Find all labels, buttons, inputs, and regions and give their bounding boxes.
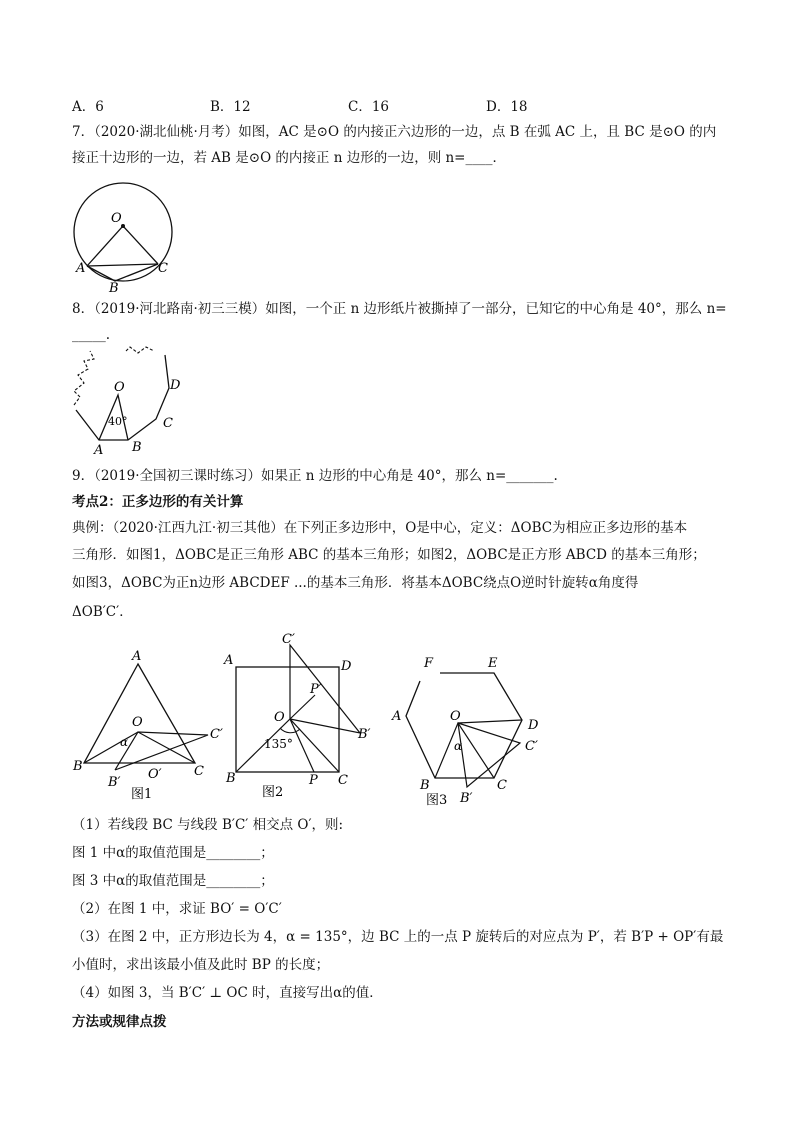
fig2-label-c2: C′	[282, 632, 295, 647]
fig2-line-op	[290, 719, 314, 772]
fig2-angle-arc	[280, 728, 300, 733]
q8-label-b: B	[132, 440, 142, 455]
question-4: （4）如图 3，当 B′C′ ⊥ OC 时，直接写出α的值．	[72, 985, 383, 1001]
fig2-caption: 图2	[262, 785, 284, 800]
q8-label-c: C	[163, 416, 173, 431]
fig1-label-c: C	[194, 764, 204, 779]
q7-label-a: A	[76, 261, 86, 276]
fig3-label-c2: C′	[525, 739, 538, 754]
footer-title: 方法或规律点拨	[72, 1014, 167, 1030]
q7-label-c: C	[158, 261, 168, 276]
q8-label-angle: 40°	[108, 415, 128, 428]
q8-torn-edge-2	[126, 347, 154, 353]
example-line4: ΔOB′C′．	[72, 604, 133, 620]
fig3-label-alpha: α	[454, 739, 463, 753]
fig2-label-c: C	[338, 773, 348, 788]
question-1b: 图 3 中α的取值范围是________；	[72, 873, 274, 889]
fig2-label-o: O	[274, 710, 285, 725]
option-b: B．12	[210, 99, 251, 115]
fig2-label-b: B	[226, 771, 236, 786]
fig3-line-od	[458, 720, 522, 723]
fig2-label-a: A	[224, 653, 234, 668]
fig1-triangle-abc	[84, 664, 195, 763]
q9-line1: 9．（2019·全国初三课时练习）如果正 n 边形的中心角是 40°，那么 n=_______.	[72, 468, 558, 484]
fig3-label-e: E	[488, 656, 498, 671]
fig1-base-triangle	[84, 732, 195, 763]
fig1-caption: 图1	[131, 787, 153, 802]
fig3-label-o: O	[450, 709, 461, 724]
fig2-label-d: D	[341, 659, 352, 674]
figure-3	[388, 648, 558, 808]
example-line2: 三角形．如图1，ΔOBC是正三角形 ABC 的基本三角形；如图2，ΔOBC是正方形 ABCD 的基本三角形；	[72, 547, 706, 563]
q7-circle-figure	[66, 180, 186, 295]
example-line3: 如图3，ΔOBC为正n边形 ABCDEF ...的基本三角形．将基本ΔOBC绕点O逆时针旋转α角度得	[72, 575, 639, 591]
fig1-label-alpha: α	[120, 735, 129, 749]
question-2: （2）在图 1 中，求证 BO′ = O′C′	[72, 901, 282, 917]
q7-label-o: O	[111, 211, 122, 226]
q8-label-a: A	[94, 443, 104, 458]
fig1-label-c2: C′	[210, 727, 223, 742]
fig3-label-f: F	[424, 656, 434, 671]
fig1-label-a: A	[132, 649, 142, 664]
q7-label-b: B	[109, 281, 119, 295]
fig3-label-a: A	[392, 709, 402, 724]
fig3-label-b: B	[420, 778, 430, 793]
q8-label-o: O	[114, 380, 125, 395]
option-d: D．18	[486, 99, 528, 115]
q7-chord-ac	[87, 264, 158, 266]
q8-torn-edge	[74, 351, 94, 405]
figure-2	[220, 630, 390, 805]
question-3b: 小值时，求出该最小值及此时 BP 的长度；	[72, 957, 330, 973]
fig3-label-b2: B′	[460, 791, 473, 806]
question-3a: （3）在图 2 中，正方形边长为 4，α = 135°，边 BC 上的一点 P 旋转后的对应点为 P′，若 B′P + OP′有最	[72, 929, 724, 945]
section-title: 考点2：正多边形的有关计算	[72, 494, 244, 510]
question-1a: 图 1 中α的取值范围是________；	[72, 845, 274, 861]
fig2-label-b2: B′	[358, 727, 371, 742]
q7-line2: 接正十边形的一边，若 AB 是⊙O 的内接正 n 边形的一边，则 n=____．	[72, 150, 506, 166]
fig3-torn-gap	[428, 673, 440, 688]
q7-line1: 7．（2020·湖北仙桃·月考）如图，AC 是⊙O 的内接正六边形的一边，点 B 在弧 AC 上，且 BC 是⊙O 的内	[72, 124, 717, 140]
fig3-label-d: D	[528, 718, 539, 733]
option-a: A．6	[72, 99, 104, 115]
fig3-caption: 图3	[426, 793, 448, 808]
q8-label-d: D	[170, 378, 181, 393]
q8-line1: 8．（2019·河北路南·初三三模）如图，一个正 n 边形纸片被撕掉了一部分，已知它的中心角是 40°，那么 n=	[72, 301, 727, 317]
fig1-label-b2: B′	[108, 775, 121, 790]
fig1-label-b: B	[73, 759, 83, 774]
fig2-label-angle: 135°	[264, 737, 293, 751]
q7-triangle	[87, 226, 158, 266]
q8-torn-polygon-figure	[66, 345, 196, 460]
fig1-label-o2: O′	[148, 767, 162, 782]
fig2-line-op2	[290, 695, 315, 719]
example-line1: 典例：（2020·江西九江·初三其他）在下列正多边形中，O是中心，定义：ΔOBC为相应正多边形的基本	[72, 520, 688, 536]
fig2-label-p2: P′	[310, 682, 322, 697]
q8-line2: _____.	[72, 327, 111, 343]
fig3-label-c: C	[497, 778, 507, 793]
option-c: C．16	[348, 99, 390, 115]
fig1-label-o: O	[132, 715, 143, 730]
figure-1	[70, 640, 240, 805]
question-1: （1）若线段 BC 与线段 B′C′ 相交点 O′，则:	[72, 817, 344, 833]
fig2-label-p: P	[309, 773, 318, 788]
q7-chords	[87, 264, 158, 281]
